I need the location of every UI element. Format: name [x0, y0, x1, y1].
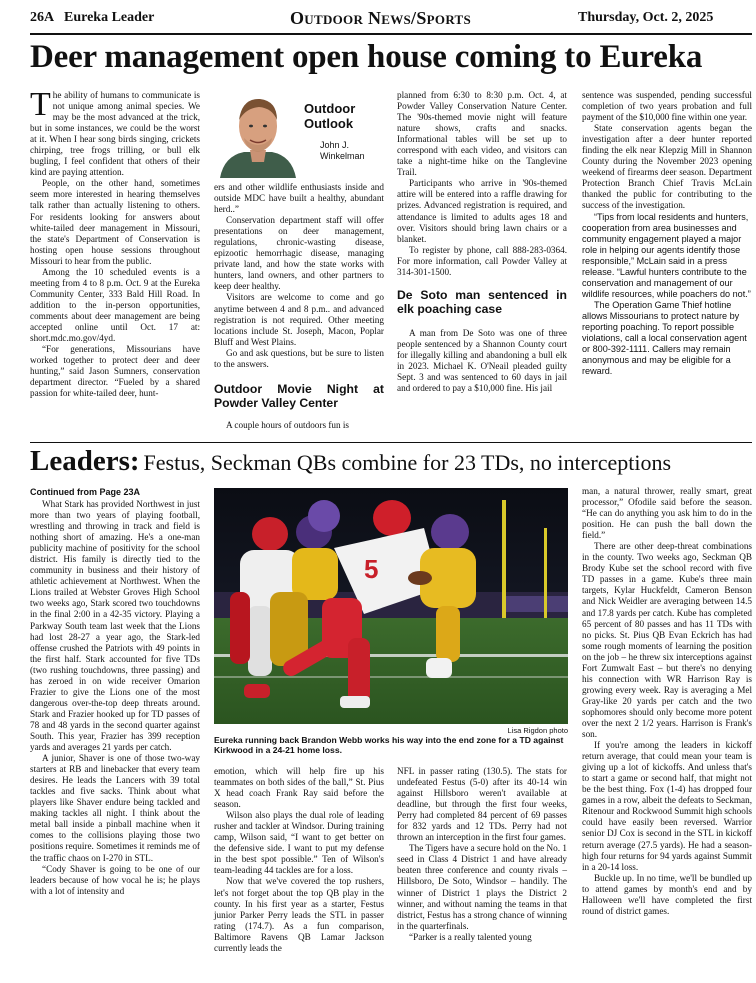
column-author: John J. Winkelman: [320, 140, 365, 161]
columnist-headshot: [214, 90, 302, 178]
story2-col1: [30, 486, 200, 897]
story2-para: NFL in passer rating (130.5). The stats for undefeated Festus (5-0) after its 40-14 win against Hillsboro weren't available at deadline, but through the first four weeks, Perry had completed 84 percent of 69 passes for 832 yards and 12 TDs. Perry had not thrown an interception in the first four games.: [397, 766, 567, 843]
photo-credit: Lisa Rigdon photo: [507, 726, 568, 735]
story2-headline: Leaders: Festus, Seckman QBs combine for 23 TDs, no interceptions: [30, 445, 672, 477]
story1-para: planned from 6:30 to 8:30 p.m. Oct. 4, at Powder Valley Conservation Nature Center. The '90s-themed movie night will feature nature shows, crafts and snacks. Informational tables will be set up to correspond with each video, and visitors can take a night-time hike on the Tanglevine Trail.: [397, 90, 567, 178]
story2-col2: [214, 766, 384, 954]
story2-para: Wilson also plays the dual role of leading rusher and tackler at Windsor. During training camp, Wilson said, “I want to get better on the defensive side. I want to put my defense in the best spot possible.” Ten of Wilson's team-leading 44 tackles are for a loss.: [214, 810, 384, 876]
drop-cap: T: [30, 86, 51, 123]
issue-date: Thursday, Oct. 2, 2025: [578, 10, 714, 25]
story1-col1: [30, 86, 200, 399]
subhead-elk-poaching: De Soto man sentenced in elk poaching case: [397, 287, 567, 316]
story1-para: ers and other wildlife enthusiasts inside and outside MDC have built a healthy, abundant herd..”: [214, 182, 384, 215]
story1-para: Visitors are welcome to come and go anytime between 4 and 8 p.m.. and advanced registration is not required. Other meeting locations include St. Joseph, Macon, Poplar Bluff and West Plains.: [214, 292, 384, 347]
story2-para: “Parker is a really talented young: [409, 931, 532, 942]
story2-para: The Tigers have a secure hold on the No. 1 seed in Class 4 District 1 and have already beaten three conference and county rivals – Hillsboro, De Soto, Windsor – handily. The winner of District 1 plays the District 2 winner, and without naming the teams in that district, Festus has a strong chance of winning in the quarterfinals.: [397, 843, 567, 931]
photo-caption: Eureka running back Brandon Webb works his way into the end zone for a TD against Kirkwood in a 24-21 home loss.: [214, 735, 564, 756]
story2-para: There are other deep-threat combinations in the county. Two weeks ago, Seckman QB Brody Kube set the school record with five TD passes in a game. Kube's three main targets, Kylar Huckfeldt, Cameron Benson and Nick Weidler are averaging between 14.5 and 17.8 yards per catch. Kube has completed 65 percent of 80 passes and has 11 TDs with no picks. St. Pius QB Evan Eckrich has had some rough moments of learning the position on the job – he threw six interceptions against Fort Zumwalt East – but there's no denying his connection with WR Harrison Ray is growing every week. Ray is averaging a Mel Gray-like 20 yards per catch and the two sophomores should only become more potent over the next 2 1/2 years. Harrison is Frank's son.: [582, 541, 752, 740]
masthead: [0, 0, 756, 36]
story1-para: Among the 10 scheduled events is a meeting from 4 to 8 p.m. Oct. 9 at the Eureka Community Center, 333 Bald Hill Road. In addition to the in-person opportunities, comments about deer management are being accepted online until Oct. 17 at: short.mdc.mo.gov/4yd.: [30, 266, 200, 344]
svg-text:5: 5: [364, 554, 379, 584]
story1-para: To register by phone, call 888-283-0364. For more information, call Powder Valley at 314-301-1500.: [397, 244, 567, 277]
paper-name: Eureka Leader: [64, 10, 155, 25]
football-photo: [214, 488, 568, 724]
story2-col4: [582, 486, 752, 917]
story2-para: Now that we've covered the top rushers, let's not forget about the top QB play in the county. In his first year as a starter, Festus junior Parker Perry leads the STL in passer rating (174.7). As a fun comparison, Baltimore Ravens QB Lamar Jackson currently leads the: [214, 876, 384, 953]
story2-para: A junior, Shaver is one of those two-way starters at RB and linebacker that every team desires. He leads the Lancers with 39 total tackles and five sacks. Think about what players like Shaver endure being tackled and making tackles all night. I think about the metal ball inside a pinball machine when it comes to the collisions playing those two positions require. Sometimes it reminds me of the traffic chaos on I-270 in STL.: [30, 753, 200, 863]
story1-para: sentence was suspended, pending successful completion of two years probation and full payment of the $10,000 fine within one year.: [582, 90, 752, 123]
page-number: 26A: [30, 10, 55, 25]
continued-line: Continued from Page 23A: [30, 487, 141, 497]
story-divider: [30, 442, 752, 443]
story1-para: Go and ask questions, but be sure to listen to the answers.: [214, 347, 384, 369]
column-title: Outdoor Outlook: [304, 101, 356, 131]
story1-col4: [582, 90, 752, 377]
story1-para: State conservation agents began the investigation after a deer hunter reported finding the elk near Klepzig Mill in Shannon County during the November 2023 opening weekend of firearms deer season. Department Protection Branch Chief Travis McLain thanked the public for contributing to the success of the investigation.: [582, 123, 752, 211]
story1-para: People, on the other hand, sometimes seem more interested in hearing themselves talk rather than actually listening to others. For residents looking for answers about white-tailed deer management in Missouri, the state's Department of Conservation is hosting open house sessions throughout Missouri to hear from the public.: [30, 178, 200, 266]
section-name: Outdoor News/Sports: [290, 8, 472, 28]
story2-para: If you're among the leaders in kickoff return average, that could mean your team is giving up a lot of kickoffs. And unless that's to start a game or second half, that might not be the best thing. Fox (1-4) has dropped four games in a row, albeit the defeats to Seckman, Ritenour and Rockwood Summit high schools could have easily been reversed. Warrior senior DJ Cox is second in the STL in kickoff return average (27.5 yards). He had a season-high four returns for 94 yards against Summit in a 20-14 loss.: [582, 740, 752, 872]
story2-para: What Stark has provided Northwest in just more than two years of playing football, wrestling and throwing in track and field is nothing short of amazing. He's a one-man publicity machine of positivity for the school district. His family is directly tied to the community in business and their history of athletic achievement at Northwest. When the Lions trailed at Webster Groves High School two weeks ago, Stark scored two touchdowns in the final 2:00 in a 42-35 victory. Playing a Parkway South team last week that the Lions had lost 28-27 a year ago, the Stark-led offense crushed the Patriots with 49 points in the first half. Stark accounted for five TDs (two rushing touchdowns, three passing) and has zeroed in on wide receiver Omarion Frazier to give the Lions one of the most dangerous over-the-top deep threats around. Stark and Frazier hooked up for TD passes of 78 and 48 yards in the second quarter against South. This year, Frazier has 399 reception yards and averages 21 yards per catch.: [30, 499, 200, 753]
story2-para: “Cody Shaver is going to be one of our leaders because of how vocal he is; he plays with a lot of intensity and: [30, 863, 200, 896]
story1-para: A couple hours of outdoors fun is: [226, 419, 349, 430]
story1-para: The Operation Game Thief hotline allows Missourians to protect nature by reporting poaching. To report possible violations, call a local conservation agent or 800-392-1111. Callers may remain anonymous and may be eligible for a reward.: [582, 299, 747, 377]
story1-para: Participants who arrive in '90s-themed attire will be entered into a raffle drawing for prizes. Advanced registration is required, and attendance is limited to adults ages 18 and over. Visitors should bring lawn chairs or a blanket.: [397, 178, 567, 244]
story1-headline: Deer management open house coming to Eureka: [30, 39, 703, 75]
story1-para: Conservation department staff will offer presentations on deer management, regulations, chronic-wasting disease, epizootic hemorrhagic disease, managing private land, and how the state works with hunters, land owners, and other partners to keep deer healthy.: [214, 215, 384, 292]
story1-quote-para: “Tips from local residents and hunters, cooperation from area businesses and community engagement played a major role in helping our agents identify those responsible,” McLain said in a press release. “Lawful hunters contribute to the conservation and management of our wildlife resources, while poachers do not.”: [582, 211, 751, 299]
story2-col3: [397, 766, 567, 943]
columnist-box: [214, 90, 384, 178]
subhead-movie-night: Outdoor Movie Night at Powder Valley Center: [214, 381, 384, 410]
story1-para: he ability of humans to communicate is not unique among animal species. We may be the most advanced at the trick, but in some instances, we could be the worst at it. When I hear song birds singing, crickets chirping, tree frogs trilling, or bull elk bugling, I feel confident that others of their kind are paying attention.: [30, 90, 200, 178]
story2-para: Buckle up. In no time, we'll be bundled up to attend games by month's end and by Halloween we'll have completed the first round of district games.: [582, 872, 752, 916]
story2-para: emotion, which will help fire up his teammates on both sides of the ball,” St. Pius X head coach Frank Ray said before the season.: [214, 766, 384, 810]
story2-para: man, a natural thrower, really smart, great processor,” Ofodile said before the season. “He can do anything you ask him to do in the position. He can push the ball down the field.”: [582, 486, 752, 541]
masthead-rule: [30, 33, 752, 35]
story1-col3: [397, 90, 567, 394]
story1-para: A man from De Soto was one of three people sentenced by a Shannon County court for illegally killing and abandoning a bull elk in 2023. Michael K. O'Neail pleaded guilty Sept. 3 and was sentenced to 60 days in jail and ordered to pay a $10,000 fine. His jail: [397, 327, 567, 394]
story1-para: “For generations, Missourians have worked together to protect deer and deer hunting,” said Jason Sumners, conservation department director. “Fueled by a shared passion for white-tailed deer, hunt-: [30, 344, 200, 399]
story1-col2: [214, 182, 384, 431]
